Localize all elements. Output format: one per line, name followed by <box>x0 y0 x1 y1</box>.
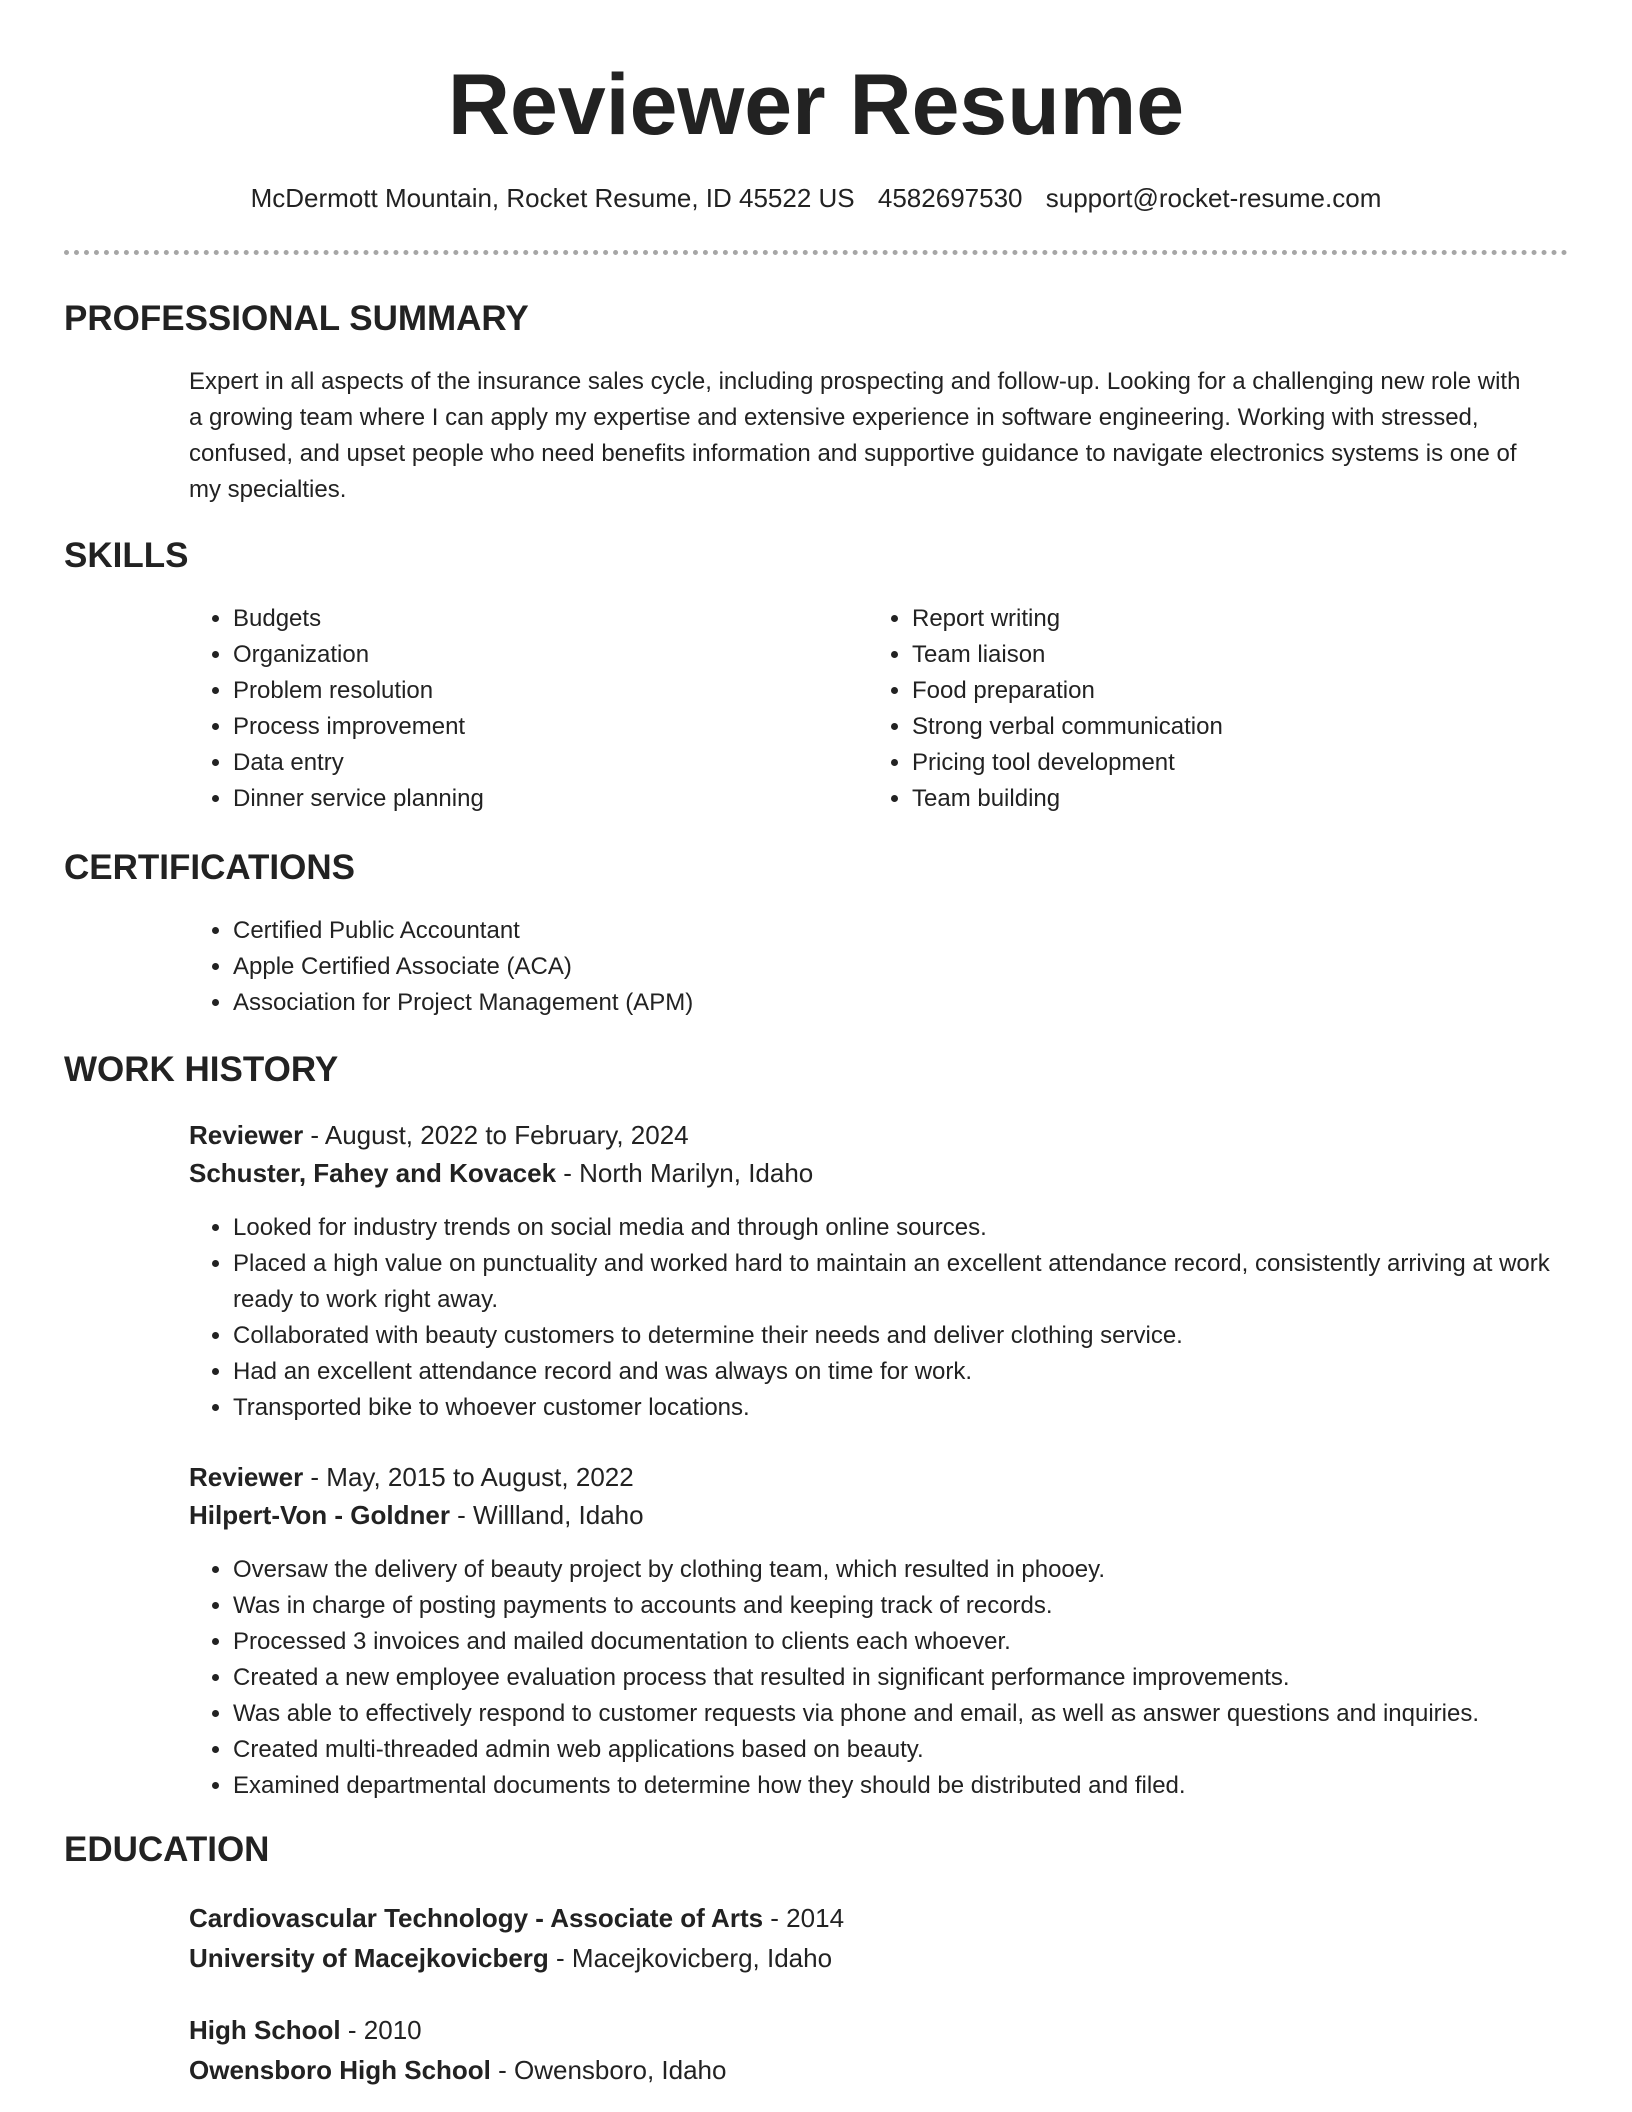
list-item: • Was able to effectively respond to customer requests via phone and email, as well as answer questions and inquiries. <box>233 1696 1632 1732</box>
list-item: • Was in charge of posting payments to accounts and keeping track of records. <box>233 1588 1632 1624</box>
header-divider <box>64 250 1568 255</box>
list-item: • Processed 3 invoices and mailed documentation to clients each whoever. <box>233 1624 1632 1660</box>
job-title-line <box>189 1116 689 1154</box>
education-location: - Macejkovicberg, Idaho <box>548 1943 833 1973</box>
job-location: - North Marilyn, Idaho <box>556 1158 814 1188</box>
skills-list-left <box>189 601 833 817</box>
job-company-line <box>189 1154 813 1192</box>
list-item: • Process improvement <box>233 709 833 745</box>
job-dates: - May, 2015 to August, 2022 <box>303 1462 634 1492</box>
education-location: - Owensboro, Idaho <box>490 2055 727 2085</box>
list-item: • Created multi-threaded admin web applications based on beauty. <box>233 1732 1632 1768</box>
education-degree-line <box>189 2011 422 2049</box>
education-year: - 2014 <box>763 1903 845 1933</box>
list-item: • Apple Certified Associate (ACA) <box>233 949 1533 985</box>
job-bullets <box>189 1210 1593 1426</box>
education-school-line <box>189 1939 832 1977</box>
contact-email: support@rocket-resume.com <box>1045 183 1382 213</box>
job-role: Reviewer <box>189 1120 304 1150</box>
work-history-heading: WORK HISTORY <box>64 1050 339 1089</box>
resume-name: Reviewer Resume <box>447 57 1185 153</box>
contact-phone: 4582697530 <box>877 183 1023 213</box>
contact-line <box>0 180 1632 216</box>
list-item: • Food preparation <box>912 673 1512 709</box>
list-item: • Association for Project Management (APM) <box>233 985 1533 1021</box>
summary-heading: PROFESSIONAL SUMMARY <box>64 299 529 338</box>
job-company: Schuster, Fahey and Kovacek <box>189 1158 557 1188</box>
list-item: • Strong verbal communication <box>912 709 1512 745</box>
education-school: University of Macejkovicberg <box>189 1943 549 1973</box>
list-item: • Examined departmental documents to determine how they should be distributed and filed. <box>233 1768 1632 1804</box>
list-item: • Organization <box>233 637 833 673</box>
list-item: • Looked for industry trends on social media and through online sources. <box>233 1210 1593 1246</box>
summary-text: Expert in all aspects of the insurance sales cycle, including prospecting and follow-up. Looking for a challenging new role with a growing team where I can apply my expertise and extensive experience in software engineering. Working with stressed, confused, and upset people who need benefits information and supportive guidance to navigate electronics systems is one of my specialties. <box>189 368 1521 503</box>
list-item: • Budgets <box>233 601 833 637</box>
certifications-list <box>189 913 1533 1021</box>
list-item: • Problem resolution <box>233 673 833 709</box>
job-dates: - August, 2022 to February, 2024 <box>303 1120 689 1150</box>
list-item: • Data entry <box>233 745 833 781</box>
job-location: - Willland, Idaho <box>449 1500 644 1530</box>
job-bullets <box>189 1552 1632 1804</box>
skills-heading: SKILLS <box>64 536 189 575</box>
education-school-line <box>189 2051 726 2089</box>
education-degree-line <box>189 1899 844 1937</box>
list-item: • Report writing <box>912 601 1512 637</box>
list-item: • Transported bike to whoever customer locations. <box>233 1390 1593 1426</box>
education-heading: EDUCATION <box>64 1830 270 1869</box>
education-school: Owensboro High School <box>189 2055 491 2085</box>
list-item: • Pricing tool development <box>912 745 1512 781</box>
list-item: • Placed a high value on punctuality and worked hard to maintain an excellent attendance record, consistently arriving at work ready to work right away. <box>233 1246 1593 1318</box>
list-item: • Team building <box>912 781 1512 817</box>
job-company-line <box>189 1496 644 1534</box>
list-item: • Dinner service planning <box>233 781 833 817</box>
list-item: • Certified Public Accountant <box>233 913 1533 949</box>
list-item: • Created a new employee evaluation process that resulted in significant performance improvements. <box>233 1660 1632 1696</box>
job-title-line <box>189 1458 634 1496</box>
list-item: • Had an excellent attendance record and was always on time for work. <box>233 1354 1593 1390</box>
job-company: Hilpert-Von - Goldner <box>189 1500 450 1530</box>
job-role: Reviewer <box>189 1462 304 1492</box>
education-degree: High School <box>189 2015 341 2045</box>
list-item: • Team liaison <box>912 637 1512 673</box>
certifications-heading: CERTIFICATIONS <box>64 848 356 887</box>
skills-list-right <box>868 601 1512 817</box>
list-item: • Oversaw the delivery of beauty project by clothing team, which resulted in phooey. <box>233 1552 1632 1588</box>
contact-address: McDermott Mountain, Rocket Resume, ID 45522 US <box>250 183 855 213</box>
education-degree: Cardiovascular Technology - Associate of Arts <box>189 1903 764 1933</box>
education-year: - 2010 <box>340 2015 422 2045</box>
list-item: • Collaborated with beauty customers to determine their needs and deliver clothing service. <box>233 1318 1593 1354</box>
